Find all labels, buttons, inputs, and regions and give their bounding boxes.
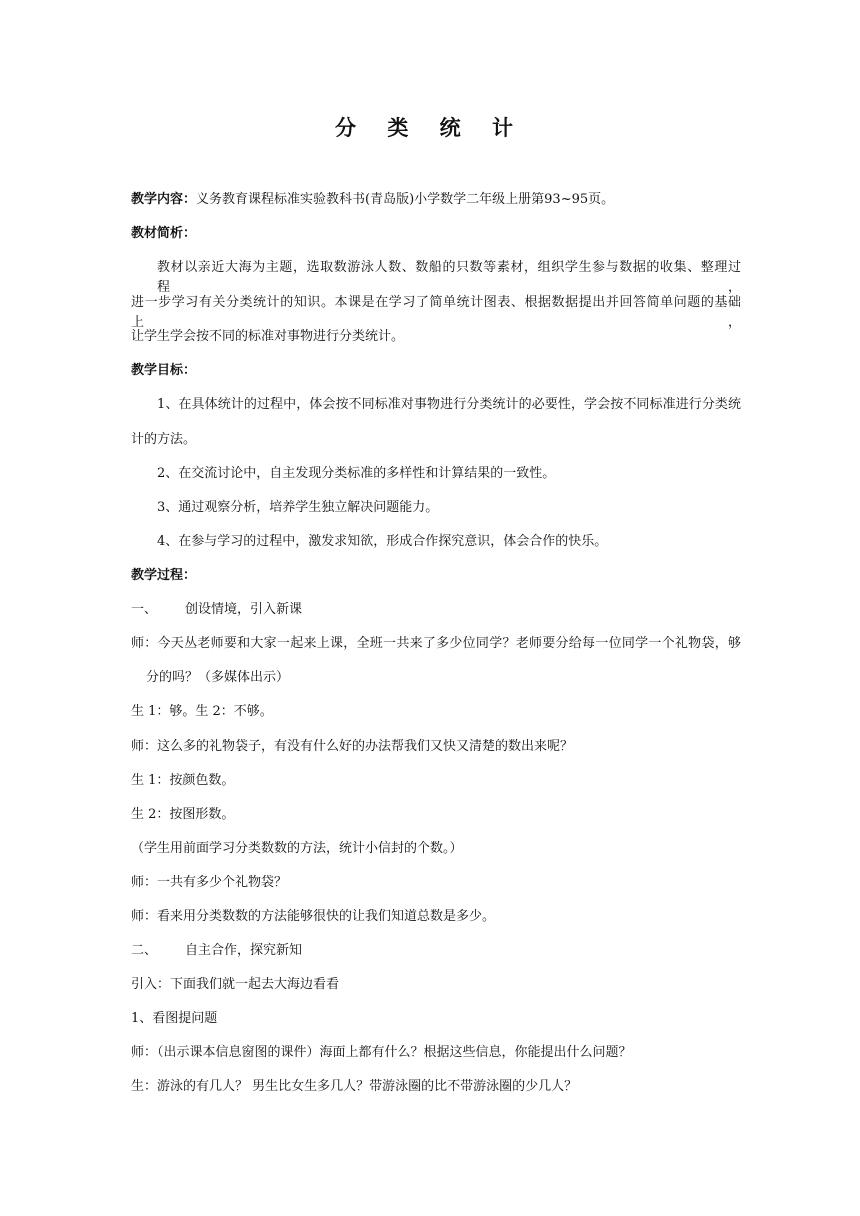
section-number: 一、 — [131, 602, 158, 617]
process-line: （学生用前面学习分类数数的方法，统计小信封的个数。） — [131, 841, 463, 856]
process-line: 师：看来用分类数数的方法能够很快的让我们知道总数是多少。 — [131, 909, 496, 924]
process-line: 1、看图提问题 — [131, 1011, 218, 1026]
goal-item: 1、在具体统计的过程中，体会按不同标准对事物进行分类统计的必要性，学会按不同标准进行分类统 — [157, 397, 741, 412]
process-heading: 教学过程： — [131, 568, 197, 583]
section-title: 自主合作，探究新知 — [185, 943, 303, 958]
analysis-line: 让学生学会按不同的标准对事物进行分类统计。 — [131, 329, 405, 344]
section-heading — [131, 600, 741, 620]
process-line: 生 2：按图形数。 — [131, 807, 235, 822]
section-title: 创设情境，引入新课 — [185, 602, 303, 617]
process-line: 生 1：按颜色数。 — [131, 773, 235, 788]
process-line: 引入：下面我们就一起去大海边看看 — [131, 977, 340, 992]
section-heading — [131, 941, 741, 961]
goal-item: 计的方法。 — [131, 432, 197, 447]
process-line: 师：（出示课本信息窗图的课件）海面上都有什么？根据这些信息，你能提出什么问题？ — [131, 1045, 632, 1060]
analysis-line: 教材以亲近大海为主题，选取数游泳人数、数船的只数等素材，组织学生参与数据的收集、整理过程， — [157, 260, 741, 295]
process-line: 生：游泳的有几人？ 男生比女生多几人？带游泳圈的比不带游泳圈的少几人？ — [131, 1079, 578, 1094]
process-line: 分的吗？（多媒体出示） — [146, 670, 290, 685]
goal-item: 3、通过观察分析，培养学生独立解决问题能力。 — [157, 500, 439, 515]
process-line: 师：这么多的礼物袋子，有没有什么好的办法帮我们又快又清楚的数出来呢？ — [131, 739, 574, 754]
process-line: 师：一共有多少个礼物袋？ — [131, 875, 288, 890]
process-line: 生 1：够。生 2：不够。 — [131, 704, 273, 719]
process-line: 师：今天丛老师要和大家一起来上课，全班一共来了多少位同学？老师要分给每一位同学一个礼物袋，够 — [131, 636, 741, 651]
page-title: 分 类 统 计 — [335, 116, 525, 140]
analysis-heading: 教材简析： — [131, 226, 197, 241]
content-line — [131, 190, 741, 210]
goal-item: 2、在交流讨论中，自主发现分类标准的多样性和计算结果的一致性。 — [157, 466, 556, 481]
content-text: 义务教育课程标准实验教科书(青岛版)小学数学二年级上册第93~95页。 — [196, 192, 615, 207]
section-number: 二、 — [131, 943, 158, 958]
content-label: 教学内容： — [131, 192, 197, 207]
goals-heading: 教学目标： — [131, 363, 197, 378]
goal-item: 4、在参与学习的过程中，激发求知欲，形成合作探究意识，体会合作的快乐。 — [157, 534, 608, 549]
analysis-line: 进一步学习有关分类统计的知识。本课是在学习了简单统计图表、根据数据提出并回答简单问题的基础上， — [131, 295, 741, 330]
